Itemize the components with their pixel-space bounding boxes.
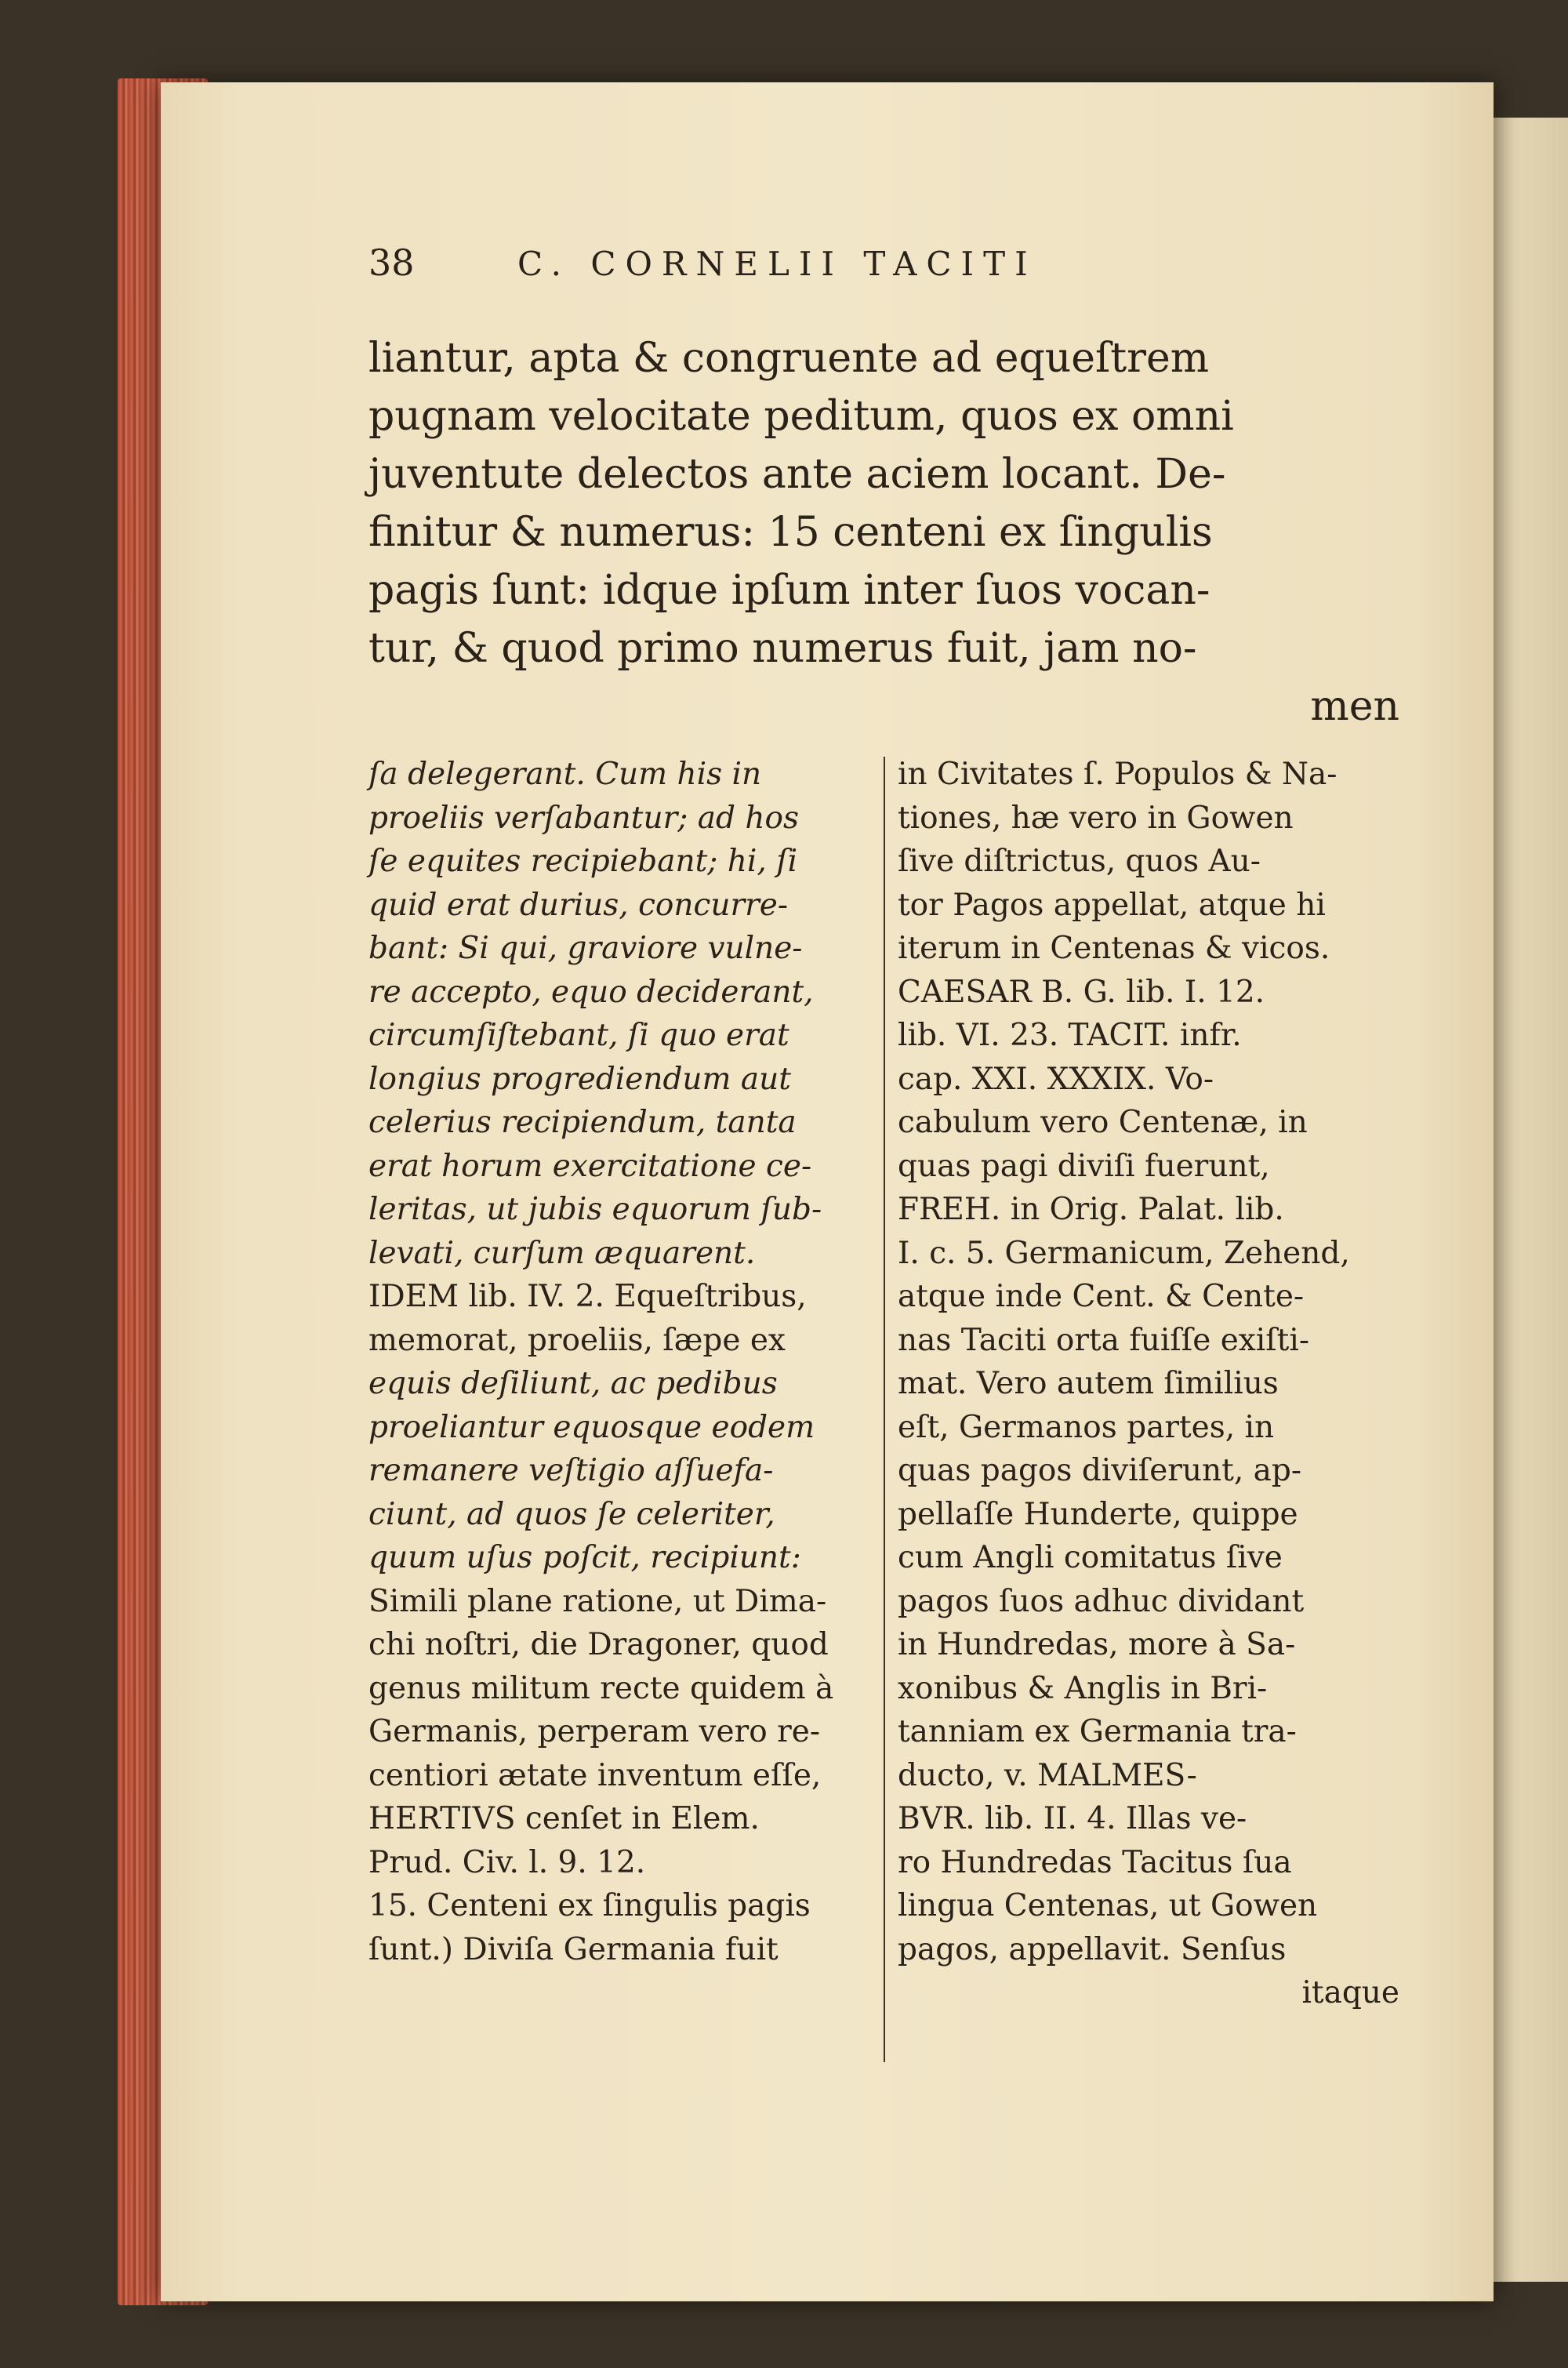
- note-line: circumſiſtebant, ſi quo erat: [368, 1018, 789, 1053]
- note-line: equis deſiliunt, ac pedibus: [368, 1366, 778, 1401]
- main-text-line: tur, & quod primo numerus fuit, jam no-: [368, 625, 1197, 672]
- main-text-line: juventute delectos ante aciem locant. De-: [368, 451, 1226, 498]
- note-line: BVR. lib. II. 4. Illas ve-: [898, 1801, 1247, 1836]
- note-line: ciunt, ad quos ſe celeriter,: [368, 1496, 775, 1532]
- note-line: in Hundredas, more à Sa-: [898, 1627, 1296, 1662]
- note-line: ro Hundredas Tacitus ſua: [898, 1844, 1292, 1880]
- main-text-line: liantur, apta & congruente ad equeſtrem: [368, 335, 1210, 382]
- note-line: remanere veſtigio aſſuefa-: [368, 1453, 774, 1488]
- note-line: lib. VI. 23. TACIT. infr.: [898, 1018, 1242, 1053]
- note-line: cum Angli comitatus ſive: [898, 1540, 1283, 1575]
- note-line: proeliantur equosque eodem: [368, 1409, 815, 1445]
- note-line: nas Taciti orta fuiſſe exiſti-: [898, 1322, 1309, 1358]
- note-line: ſe equites recipiebant; hi, ſi: [368, 844, 798, 879]
- note-line: iterum in Centenas & vicos.: [898, 931, 1330, 966]
- note-line: cap. XXI. XXXIX. Vo-: [898, 1061, 1214, 1097]
- main-text-line: pugnam velocitate peditum, quos ex omni: [368, 393, 1234, 440]
- note-line: pagos, appellavit. Senſus: [898, 1931, 1287, 1967]
- catchword: men: [1310, 683, 1399, 730]
- note-line: I. c. 5. Germanicum, Zehend,: [898, 1235, 1350, 1271]
- note-line: in Civitates ſ. Populos & Na-: [898, 757, 1338, 792]
- note-line: levati, curſum æquarent.: [368, 1235, 756, 1271]
- note-line: CAESAR B. G. lib. I. 12.: [898, 974, 1265, 1010]
- catchword: itaque: [1301, 1975, 1399, 2010]
- notes-right-column: [898, 753, 1399, 2015]
- note-line: cabulum vero Centenæ, in: [898, 1105, 1308, 1140]
- main-text-line: pagis ſunt: idque ipſum inter ſuos vocan-: [368, 567, 1210, 614]
- running-title: C. CORNELII TACITI: [517, 245, 1037, 283]
- note-line: longius progrediendum aut: [368, 1061, 791, 1097]
- main-text-line: finitur & numerus: 15 centeni ex ſingulis: [368, 509, 1213, 556]
- note-line: Prud. Civ. l. 9. 12.: [368, 1844, 646, 1880]
- note-line: tor Pagos appellat, atque hi: [898, 887, 1326, 923]
- note-line: FREH. in Orig. Palat. lib.: [898, 1192, 1284, 1227]
- note-line: lingua Centenas, ut Gowen: [898, 1888, 1318, 1923]
- note-line: bant: Si qui, graviore vulne-: [368, 931, 803, 966]
- main-text-block: [368, 329, 1399, 735]
- notes-left-column: [368, 753, 874, 1971]
- note-line: centiori ætate inventum eſſe,: [368, 1757, 822, 1793]
- note-line: eſt, Germanos partes, in: [898, 1409, 1275, 1445]
- note-line: pellaſſe Hunderte, quippe: [898, 1496, 1298, 1532]
- note-line: erat horum exercitatione ce-: [368, 1148, 812, 1184]
- note-line: Germanis, perperam vero re-: [368, 1714, 821, 1749]
- note-line: tanniam ex Germania tra-: [898, 1714, 1297, 1749]
- note-line: IDEM lib. IV. 2. Equeſtribus,: [368, 1279, 807, 1314]
- facing-page: [1482, 118, 1568, 2282]
- note-line: quum uſus poſcit, recipiunt:: [368, 1540, 801, 1575]
- note-line: proeliis verſabantur; ad hos: [368, 800, 799, 836]
- note-line: genus militum recte quidem à: [368, 1670, 834, 1706]
- note-line: mat. Vero autem ſimilius: [898, 1366, 1279, 1401]
- column-divider: [884, 757, 885, 2062]
- note-line: ſunt.) Diviſa Germania fuit: [368, 1931, 779, 1967]
- note-line: 15. Centeni ex ſingulis pagis: [368, 1888, 811, 1923]
- note-line: Simili plane ratione, ut Dima-: [368, 1583, 827, 1619]
- note-line: ducto, v. MALMES-: [898, 1757, 1197, 1793]
- note-line: celerius recipiendum, tanta: [368, 1105, 797, 1140]
- note-line: tiones, hæ vero in Gowen: [898, 800, 1294, 836]
- note-line: memorat, proeliis, ſæpe ex: [368, 1322, 786, 1358]
- note-line: quas pagi diviſi fuerunt,: [898, 1148, 1270, 1184]
- note-line: quid erat durius, concurre-: [368, 887, 789, 923]
- note-line: re accepto, equo deciderant,: [368, 974, 814, 1010]
- note-line: xonibus & Anglis in Bri-: [898, 1670, 1268, 1706]
- note-line: pagos ſuos adhuc dividant: [898, 1583, 1305, 1619]
- page-header: [368, 242, 1388, 289]
- note-line: ſa delegerant. Cum his in: [368, 757, 762, 792]
- note-line: chi noſtri, die Dragoner, quod: [368, 1627, 829, 1662]
- page-number: 38: [368, 242, 415, 284]
- note-line: ſive diſtrictus, quos Au-: [898, 844, 1261, 879]
- note-line: quas pagos diviſerunt, ap-: [898, 1453, 1302, 1488]
- note-line: HERTIVS cenſet in Elem.: [368, 1801, 760, 1836]
- note-line: leritas, ut jubis equorum ſub-: [368, 1192, 822, 1227]
- note-line: atque inde Cent. & Cente-: [898, 1279, 1305, 1314]
